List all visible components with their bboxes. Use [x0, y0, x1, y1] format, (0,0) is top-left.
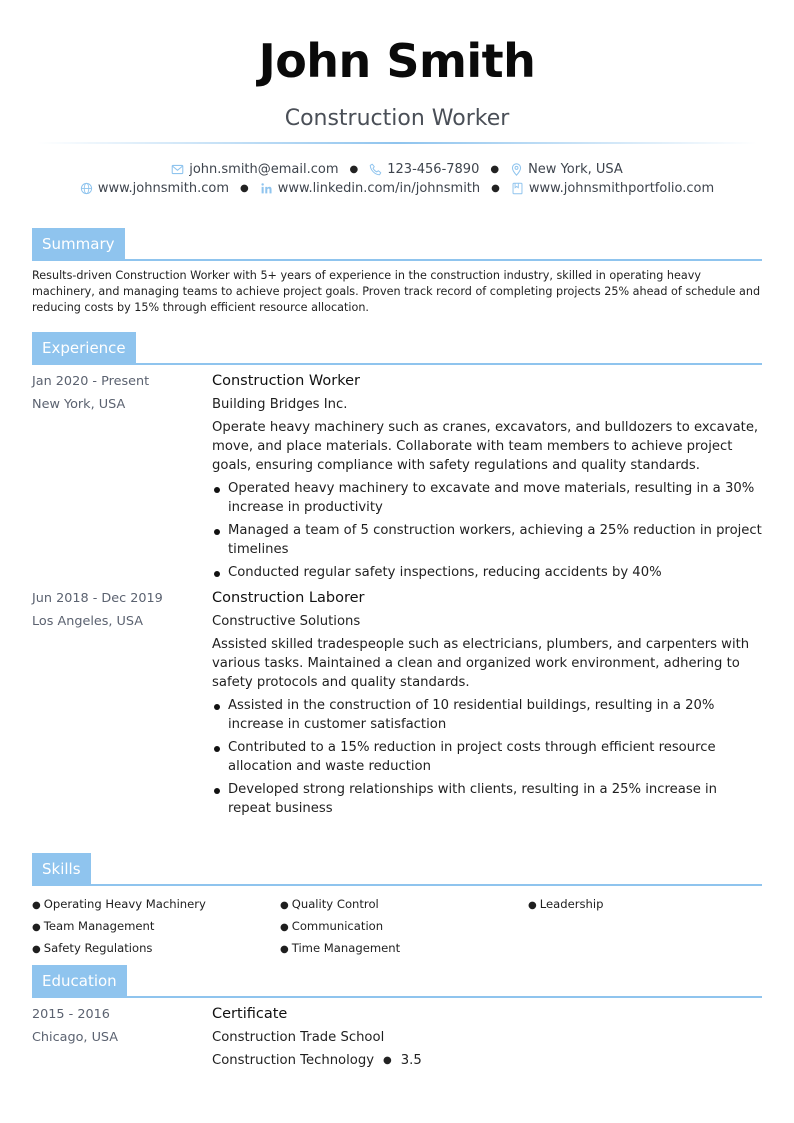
entry-bullets — [212, 479, 762, 582]
envelope-icon — [171, 163, 184, 176]
contact-location — [510, 162, 623, 177]
skill-label: Leadership — [539, 897, 604, 911]
list-item: Conducted regular safety inspections, reducing accidents by 40% — [212, 563, 762, 582]
skill-item: ● Operating Heavy Machinery — [32, 897, 206, 911]
contact-website[interactable] — [80, 181, 229, 196]
skill-label: Operating Heavy Machinery — [43, 897, 206, 911]
skill-item: ● Safety Regulations — [32, 941, 153, 955]
header-divider — [37, 142, 757, 144]
section-heading — [32, 332, 762, 364]
section-tag-education: Education — [32, 965, 127, 997]
skill-item: ● Quality Control — [280, 897, 379, 911]
section-divider — [32, 259, 762, 261]
location-text: New York, USA — [528, 162, 623, 177]
section-divider — [32, 996, 762, 998]
entry-location: Los Angeles, USA — [32, 614, 144, 629]
experience-entry — [32, 370, 762, 582]
experience-section — [32, 332, 762, 822]
entry-role: Construction Laborer — [212, 590, 365, 606]
education-field: Construction Technology — [212, 1053, 375, 1068]
education-entry — [32, 1003, 762, 1072]
email-text: john.smith@email.com — [189, 162, 339, 177]
section-tag-experience: Experience — [32, 332, 136, 364]
contact-linkedin[interactable] — [260, 181, 480, 196]
skills-list — [32, 894, 762, 960]
education-gpa: 3.5 — [400, 1053, 422, 1068]
entry-description: Assisted skilled tradespeople such as electricians, plumbers, and carpenters with various tasks. Maintained a clean and organized work environment, adhering to safety protocols and quality standards. — [212, 637, 750, 690]
entry-meta — [32, 587, 202, 633]
candidate-name: John Smith — [258, 34, 536, 88]
contact-separator: ● — [490, 164, 500, 175]
section-heading — [32, 965, 762, 997]
entry-dates: Jun 2018 - Dec 2019 — [32, 591, 163, 606]
website-text: www.johnsmith.com — [97, 181, 229, 196]
entry-company: Building Bridges Inc. — [212, 397, 348, 412]
entry-dates: Jan 2020 - Present — [32, 374, 150, 389]
education-field-gpa — [212, 1049, 422, 1072]
summary-section — [32, 228, 762, 317]
section-heading — [32, 228, 762, 260]
section-divider — [32, 363, 762, 365]
portfolio-icon — [511, 182, 524, 195]
list-item: Contributed to a 15% reduction in project costs through efficient resource allocation and waste reduction — [212, 738, 762, 776]
skills-section — [32, 853, 762, 960]
list-item: Assisted in the construction of 10 residential buildings, resulting in a 20% increase in customer satisfaction — [212, 696, 762, 734]
contact-line-2 — [0, 179, 794, 198]
skill-label: Quality Control — [291, 897, 379, 911]
education-section — [32, 965, 762, 1072]
entry-meta — [32, 1003, 202, 1049]
contact-phone[interactable] — [369, 162, 479, 177]
skill-item: ● Time Management — [280, 941, 401, 955]
entry-meta — [32, 370, 202, 416]
candidate-title: Construction Worker — [284, 106, 510, 131]
skill-label: Safety Regulations — [43, 941, 153, 955]
contact-line-1 — [0, 160, 794, 179]
skill-label: Time Management — [291, 941, 401, 955]
education-school: Construction Trade School — [212, 1030, 385, 1045]
summary-text: Results-driven Construction Worker with 5+ years of experience in the construction industry, skilled in operating heavy machinery, and managing teams to achieve project goals. Proven track record of completing projects 25% ahead of schedule and reducing costs by 15% through efficient resource allocation. — [32, 269, 761, 315]
entry-body — [212, 370, 762, 582]
resume-header — [0, 0, 794, 198]
education-degree: Certificate — [212, 1006, 288, 1022]
entry-bullets — [212, 696, 762, 818]
experience-entry — [32, 587, 762, 818]
contact-portfolio[interactable] — [511, 181, 714, 196]
section-tag-summary: Summary — [32, 228, 125, 260]
list-item: Managed a team of 5 construction workers, achieving a 25% reduction in project timelines — [212, 521, 762, 559]
phone-text: 123-456-7890 — [387, 162, 480, 177]
skill-item: ● Communication — [280, 919, 384, 933]
entry-role: Construction Worker — [212, 373, 361, 389]
linkedin-icon — [260, 182, 273, 195]
portfolio-text: www.johnsmithportfolio.com — [528, 181, 715, 196]
skill-item — [528, 916, 762, 938]
entry-company: Constructive Solutions — [212, 614, 361, 629]
skill-label: Team Management — [43, 919, 155, 933]
phone-icon — [369, 163, 382, 176]
contact-email[interactable] — [171, 162, 338, 177]
linkedin-text: www.linkedin.com/in/johnsmith — [277, 181, 481, 196]
entry-location: Chicago, USA — [32, 1030, 119, 1045]
entry-body — [212, 1003, 762, 1072]
contact-separator: ● — [349, 164, 359, 175]
section-tag-skills: Skills — [32, 853, 91, 885]
entry-location: New York, USA — [32, 397, 126, 412]
list-item: Operated heavy machinery to excavate and move materials, resulting in a 30% increase in productivity — [212, 479, 762, 517]
field-separator: ● — [383, 1055, 392, 1066]
contact-separator: ● — [491, 183, 500, 194]
entry-dates: 2015 - 2016 — [32, 1007, 110, 1022]
contact-separator: ● — [240, 183, 249, 194]
globe-icon — [80, 182, 93, 195]
section-heading — [32, 853, 762, 885]
list-item: Developed strong relationships with clients, resulting in a 25% increase in repeat business — [212, 780, 762, 818]
skill-item: ● Team Management — [32, 919, 155, 933]
entry-description: Operate heavy machinery such as cranes, excavators, and bulldozers to excavate, move, and place materials. Collaborate with team members to achieve project goals, ensuring compliance with safety regulations and quality standards. — [212, 420, 759, 473]
skill-label: Communication — [291, 919, 384, 933]
section-divider — [32, 884, 762, 886]
skill-item: ● Leadership — [528, 897, 604, 911]
entry-body — [212, 587, 762, 818]
map-pin-icon — [510, 163, 523, 176]
